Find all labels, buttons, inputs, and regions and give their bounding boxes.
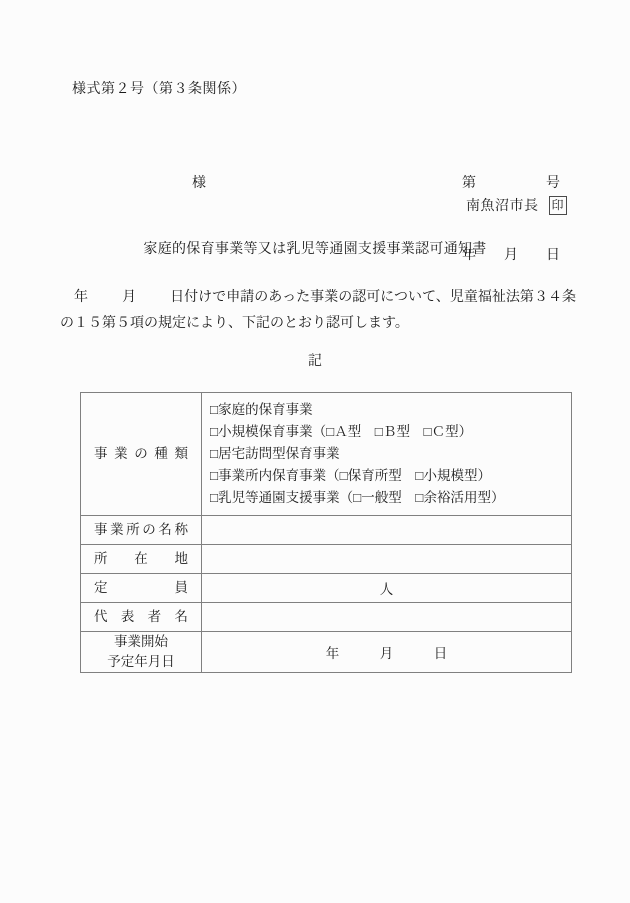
- row-value-capacity[interactable]: 人: [202, 574, 572, 603]
- addressee-honorific: 様: [192, 176, 206, 191]
- row-value-business-type: [202, 393, 572, 516]
- checkbox-item-home-visit-daycare[interactable]: □居宅訪問型保育事業: [210, 446, 340, 461]
- table-row: [81, 516, 572, 545]
- label-text: 事業の種類: [94, 445, 188, 461]
- label-text-line-2: 予定年月日: [107, 654, 175, 669]
- checkbox-item-small-scale-daycare[interactable]: □小規模保育事業（□Ａ型 □Ｂ型 □Ｃ型）: [210, 424, 473, 439]
- form-number: 様式第２号（第３条関係）: [72, 82, 246, 97]
- row-value-start-date[interactable]: 年 月 日: [202, 632, 572, 673]
- table-row: [81, 603, 572, 632]
- label-text: 所在地: [94, 550, 188, 566]
- row-label-capacity: [81, 574, 202, 603]
- row-label-facility-name: [81, 516, 202, 545]
- label-text: 代表者名: [94, 608, 188, 624]
- seal-stamp-box: 印: [549, 196, 567, 215]
- row-value-representative-name[interactable]: [202, 603, 572, 632]
- document-date: 年 月 日: [462, 248, 560, 263]
- label-text-line-1: 事業開始: [114, 634, 168, 649]
- authorization-details-table: [80, 392, 572, 673]
- issuer-name: 南魚沼市長: [466, 199, 539, 214]
- table-row: [81, 393, 572, 516]
- row-value-facility-name[interactable]: [202, 516, 572, 545]
- checkbox-item-workplace-daycare[interactable]: □事業所内保育事業（□保育所型 □小規模型）: [210, 468, 491, 483]
- checkbox-item-infant-commute-support[interactable]: □乳児等通園支援事業（□一般型 □余裕活用型）: [210, 490, 505, 505]
- row-label-representative-name: [81, 603, 202, 632]
- issuer-line: [466, 195, 567, 215]
- row-label-start-date: [81, 632, 202, 673]
- ki-marker: 記: [308, 354, 322, 369]
- body-main-text: 日付けで申請のあった事業の認可について、児童福祉法第３４条の１５第５項の規定により、下記のとおり認可します。: [60, 290, 576, 331]
- business-type-checkbox-list: [210, 399, 571, 509]
- table-row: [81, 632, 572, 673]
- body-month: 月: [122, 290, 137, 305]
- table-row: [81, 545, 572, 574]
- row-value-address[interactable]: [202, 545, 572, 574]
- checkbox-item-family-daycare[interactable]: □家庭的保育事業: [210, 402, 313, 417]
- table-row: [81, 574, 572, 603]
- body-year: 年: [74, 290, 89, 305]
- document-number: 第 号: [462, 176, 560, 191]
- body-paragraph: [60, 285, 576, 337]
- document-title: 家庭的保育事業等又は乳児等通園支援事業認可通知書: [143, 242, 487, 257]
- row-label-address: [81, 545, 202, 574]
- row-label-business-type: [81, 393, 202, 516]
- label-text: 事業所の名称: [94, 521, 188, 537]
- label-text: 定員: [94, 579, 188, 595]
